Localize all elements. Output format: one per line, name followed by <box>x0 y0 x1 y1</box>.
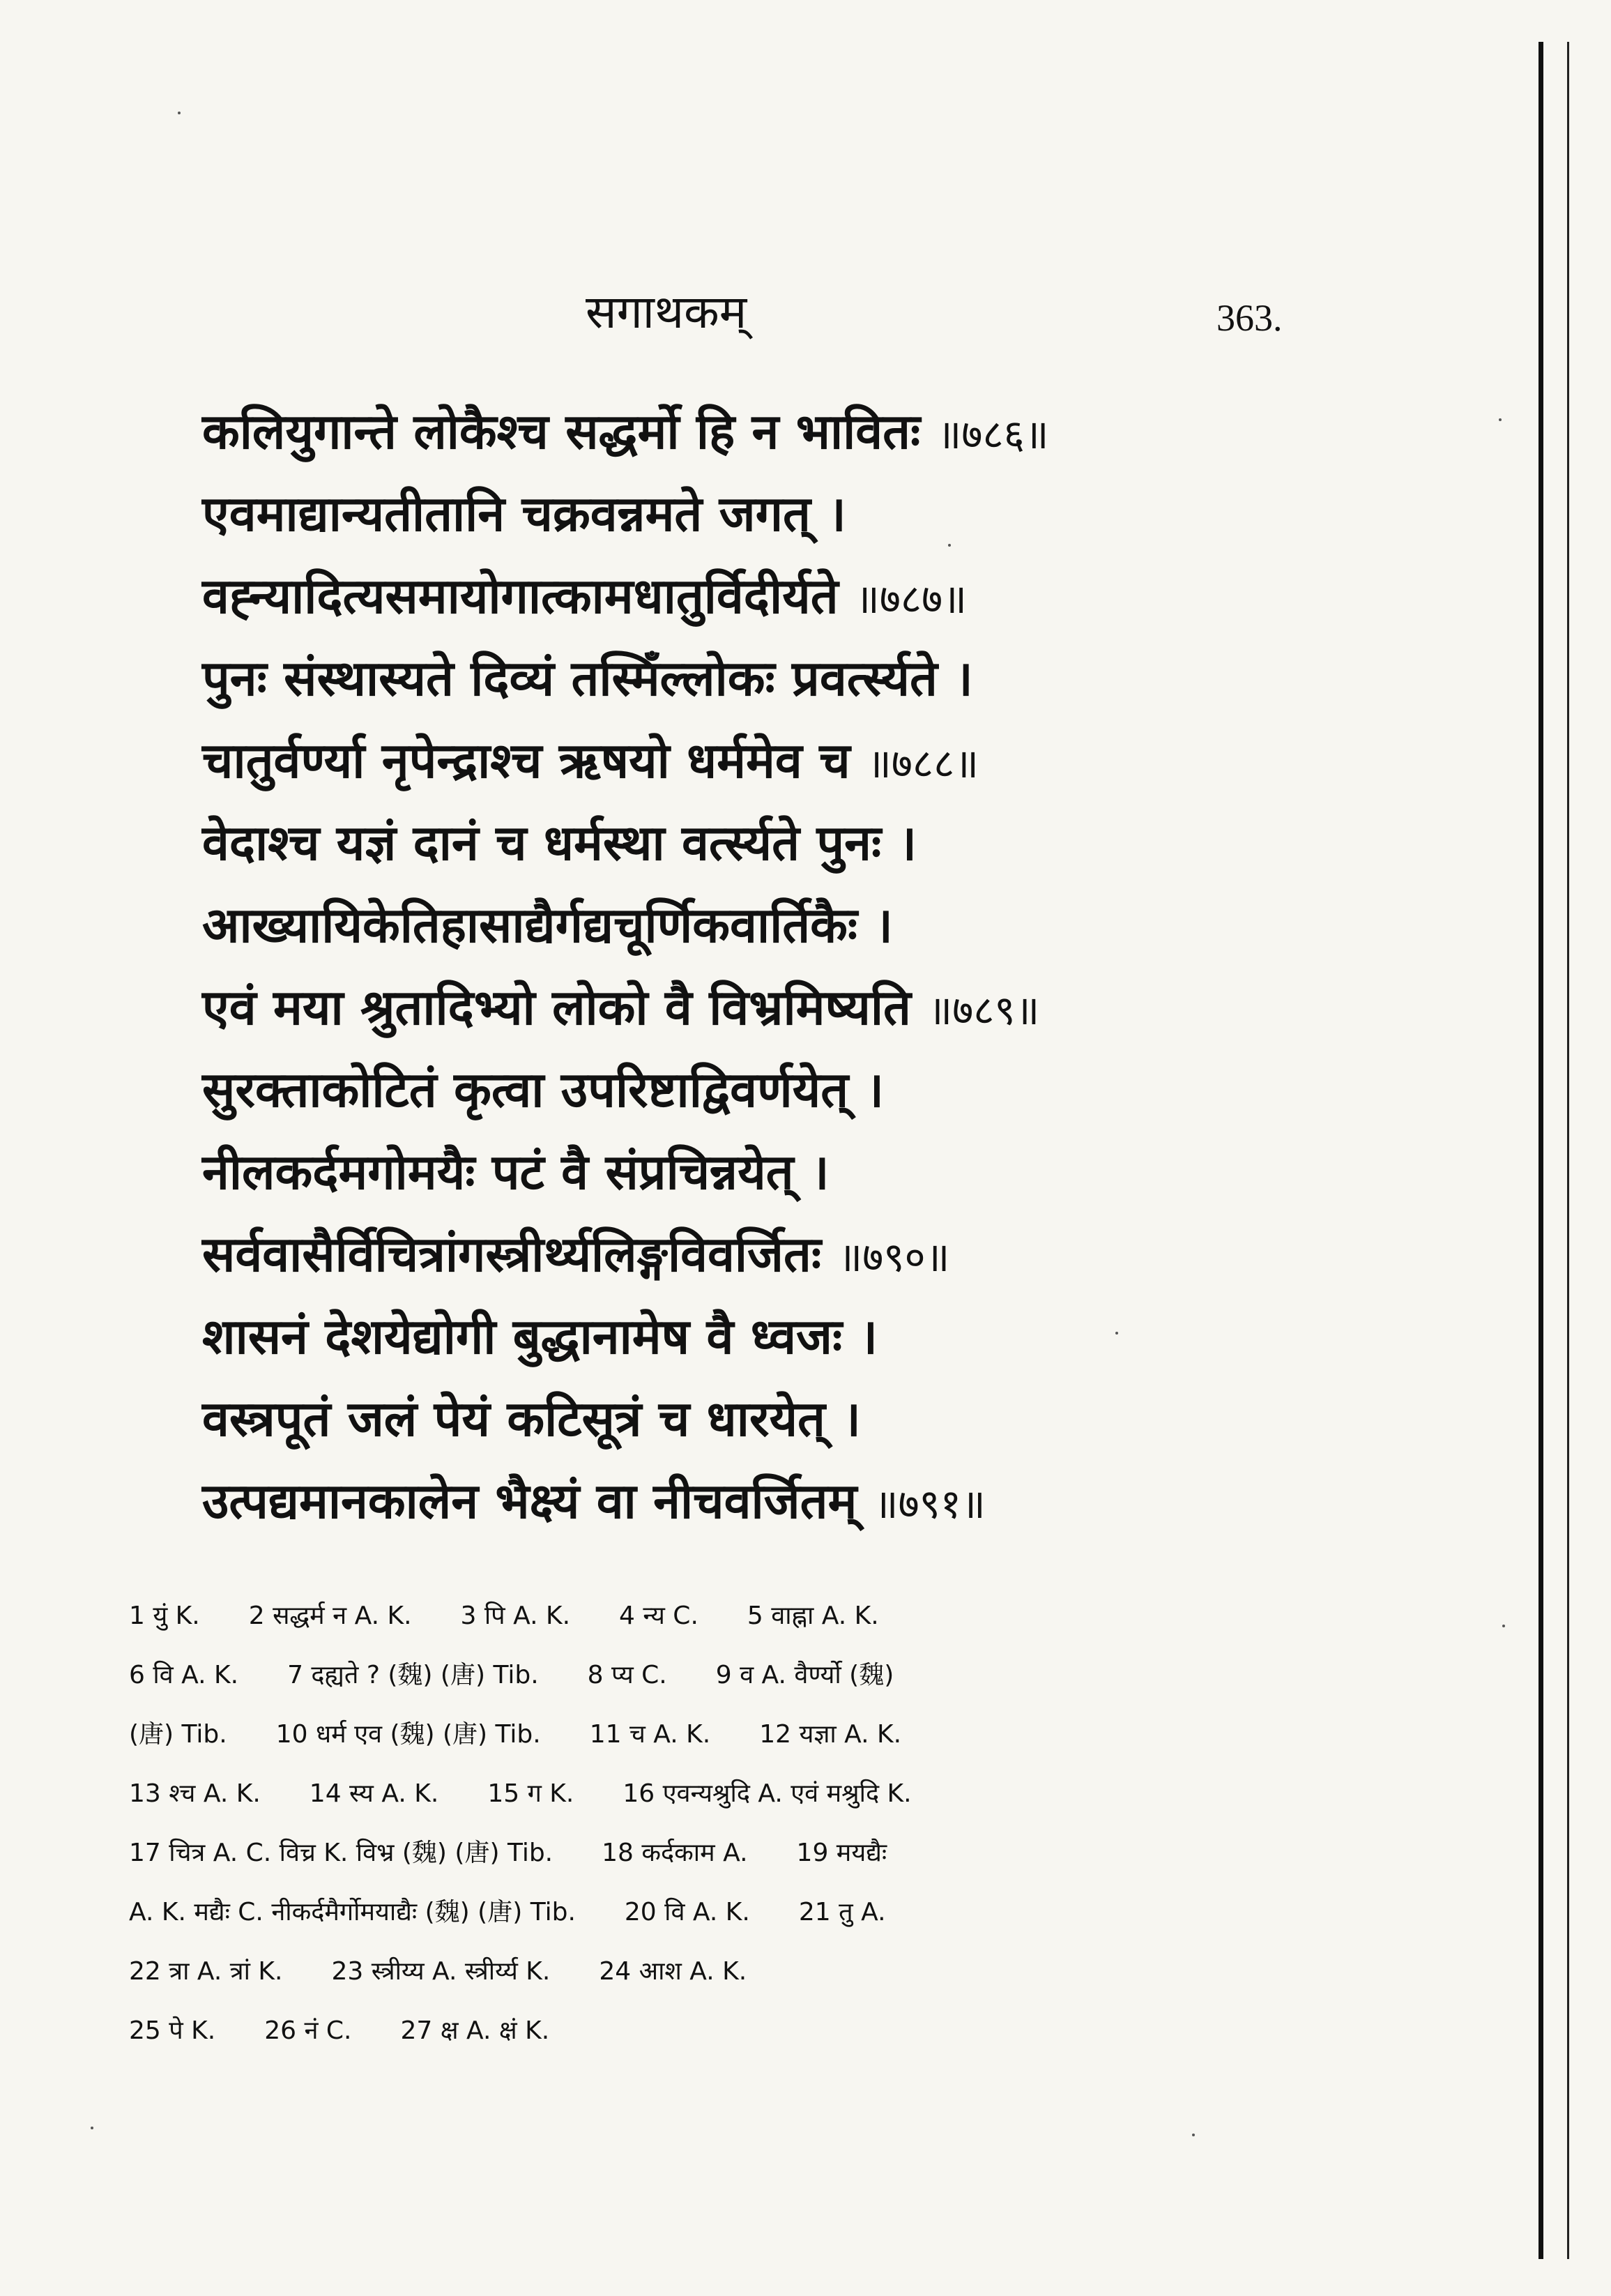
footnote: A. K. मद्यैः C. नीकर्दमैर्गोमयाद्यैः (魏) (唐) Tib. <box>129 1898 576 1926</box>
verse-text: आख्यायिकेतिहासाद्यैर्गद्यचूर्णिकवार्तिकैः । <box>202 897 893 954</box>
verse-block <box>202 390 1304 1542</box>
footnote: 18 कर्दकाम A. <box>602 1839 748 1867</box>
scan-speck <box>948 544 951 547</box>
footnote: 26 नं C. <box>264 2016 352 2045</box>
verse-line <box>202 637 1304 720</box>
footnote: 5 वाह्ना A. K. <box>747 1602 879 1630</box>
verse-line <box>202 555 1304 637</box>
binding-rule <box>1567 42 1569 2259</box>
footnote-line <box>129 1942 1300 2001</box>
verse-line <box>202 473 1304 555</box>
footnote: 11 च A. K. <box>589 1720 711 1749</box>
verse-line <box>202 1460 1304 1542</box>
verse-text: नीलकर्दमगोमयैः पटं वै संप्रचिन्नयेत् । <box>202 1143 830 1201</box>
footnote: 27 क्ष A. क्षं K. <box>400 2016 550 2045</box>
footnote: 14 स्य A. K. <box>309 1779 439 1808</box>
scan-speck <box>178 112 181 114</box>
footnote: 1 युं K. <box>129 1602 200 1630</box>
footnote: 16 एवन्यश्रुदि A. एवं मश्रुदि K. <box>623 1779 912 1808</box>
verse-text: वह्न्यादित्यसमायोगात्कामधातुर्विदीर्यते <box>202 568 839 625</box>
footnote: 22 त्रा A. त्रां K. <box>129 1957 283 1986</box>
footnote: 25 पे K. <box>129 2016 216 2045</box>
footnote-line <box>129 1764 1300 1823</box>
footnote: 9 व A. वैर्ण्यो (魏) <box>715 1661 894 1689</box>
scan-speck <box>1192 2134 1195 2136</box>
verse-text: पुनः संस्थास्यते दिव्यं तस्मिँल्लोकः प्रवर्त्स्यते । <box>202 650 973 707</box>
footnote-line <box>129 2001 1300 2060</box>
verse-text: सुरक्ताकोटितं कृत्वा उपरिष्टाद्विवर्णयेत् । <box>202 1061 884 1118</box>
scan-speck <box>1502 1625 1505 1627</box>
footnote: 23 स्त्रीय्य A. स्त्रीर्य्य K. <box>331 1957 551 1986</box>
footnote: 7 दह्यते ? (魏) (唐) Tib. <box>287 1661 539 1689</box>
footnote: 3 पि A. K. <box>460 1602 571 1630</box>
footnotes <box>129 1586 1300 2060</box>
scan-speck <box>1115 1332 1118 1335</box>
verse-line <box>202 966 1304 1049</box>
verse-text: उत्पद्यमानकालेन भैक्ष्यं वा नीचवर्जितम् <box>202 1473 857 1530</box>
footnote: 19 मयद्यैः <box>796 1839 887 1867</box>
page-header-title: सगाथकम् <box>586 285 747 339</box>
footnote: 21 तु A. <box>798 1898 886 1926</box>
footnote: 24 आश A. K. <box>599 1957 747 1986</box>
footnote-line <box>129 1823 1300 1883</box>
verse-number: ॥७९०॥ <box>838 1233 950 1281</box>
footnote: 2 सद्धर्म न A. K. <box>248 1602 412 1630</box>
verse-number: ॥७९१॥ <box>873 1480 986 1528</box>
verse-text: कलियुगान्ते लोकैश्च सद्धर्मो हि न भावितः <box>202 403 921 460</box>
scan-speck <box>91 2127 93 2129</box>
verse-text: शासनं देशयेद्योगी बुद्धानामेष वै ध्वजः । <box>202 1308 878 1365</box>
verse-text: सर्ववासैर्विचित्रांगस्त्रीर्थ्यलिङ्गविवर्जितः <box>202 1226 822 1283</box>
verse-text: एवमाद्यान्यतीतानि चक्रवन्नमते जगत् । <box>202 485 846 542</box>
verse-line <box>202 1213 1304 1295</box>
binding-rule <box>1539 42 1543 2259</box>
footnote: 10 धर्म एव (魏) (唐) Tib. <box>275 1720 541 1749</box>
verse-line <box>202 1295 1304 1378</box>
footnote-line <box>129 1883 1300 1942</box>
verse-line <box>202 802 1304 884</box>
footnote: 17 चित्र A. C. विच्र K. विभ्र (魏) (唐) Tib. <box>129 1839 553 1867</box>
verse-number: ॥७८९॥ <box>928 987 1040 1034</box>
footnote: 8 प्य C. <box>587 1661 667 1689</box>
verse-line <box>202 390 1304 473</box>
footnote-line <box>129 1586 1300 1645</box>
verse-line <box>202 1378 1304 1460</box>
footnote: 12 यज्ञा A. K. <box>759 1720 902 1749</box>
verse-number: ॥७८८॥ <box>867 740 979 787</box>
scan-speck <box>1499 418 1502 421</box>
verse-number: ॥७८७॥ <box>855 575 967 623</box>
verse-line <box>202 1049 1304 1131</box>
footnote: 15 ग K. <box>487 1779 574 1808</box>
footnote-line <box>129 1705 1300 1764</box>
verse-text: वस्त्रपूतं जलं पेयं कटिसूत्रं च धारयेत् । <box>202 1390 861 1447</box>
page-number: 363. <box>1216 297 1283 339</box>
footnote: 4 न्य C. <box>619 1602 698 1630</box>
footnote: 6 वि A. K. <box>129 1661 239 1689</box>
verse-line <box>202 884 1304 966</box>
verse-text: एवं मया श्रुतादिभ्यो लोको वै विभ्रमिष्यति <box>202 979 911 1036</box>
verse-line <box>202 720 1304 802</box>
footnote: 13 श्च A. K. <box>129 1779 261 1808</box>
footnote-line <box>129 1645 1300 1705</box>
verse-text: चातुर्वर्ण्या नृपेन्द्राश्च ऋषयो धर्ममेव च <box>202 732 850 789</box>
verse-text: वेदाश्च यज्ञं दानं च धर्मस्था वर्त्स्यते पुनः । <box>202 814 917 872</box>
verse-line <box>202 1131 1304 1213</box>
verse-number: ॥७८६॥ <box>937 411 1049 458</box>
footnote: (唐) Tib. <box>129 1720 227 1749</box>
footnote: 20 वि A. K. <box>624 1898 750 1926</box>
